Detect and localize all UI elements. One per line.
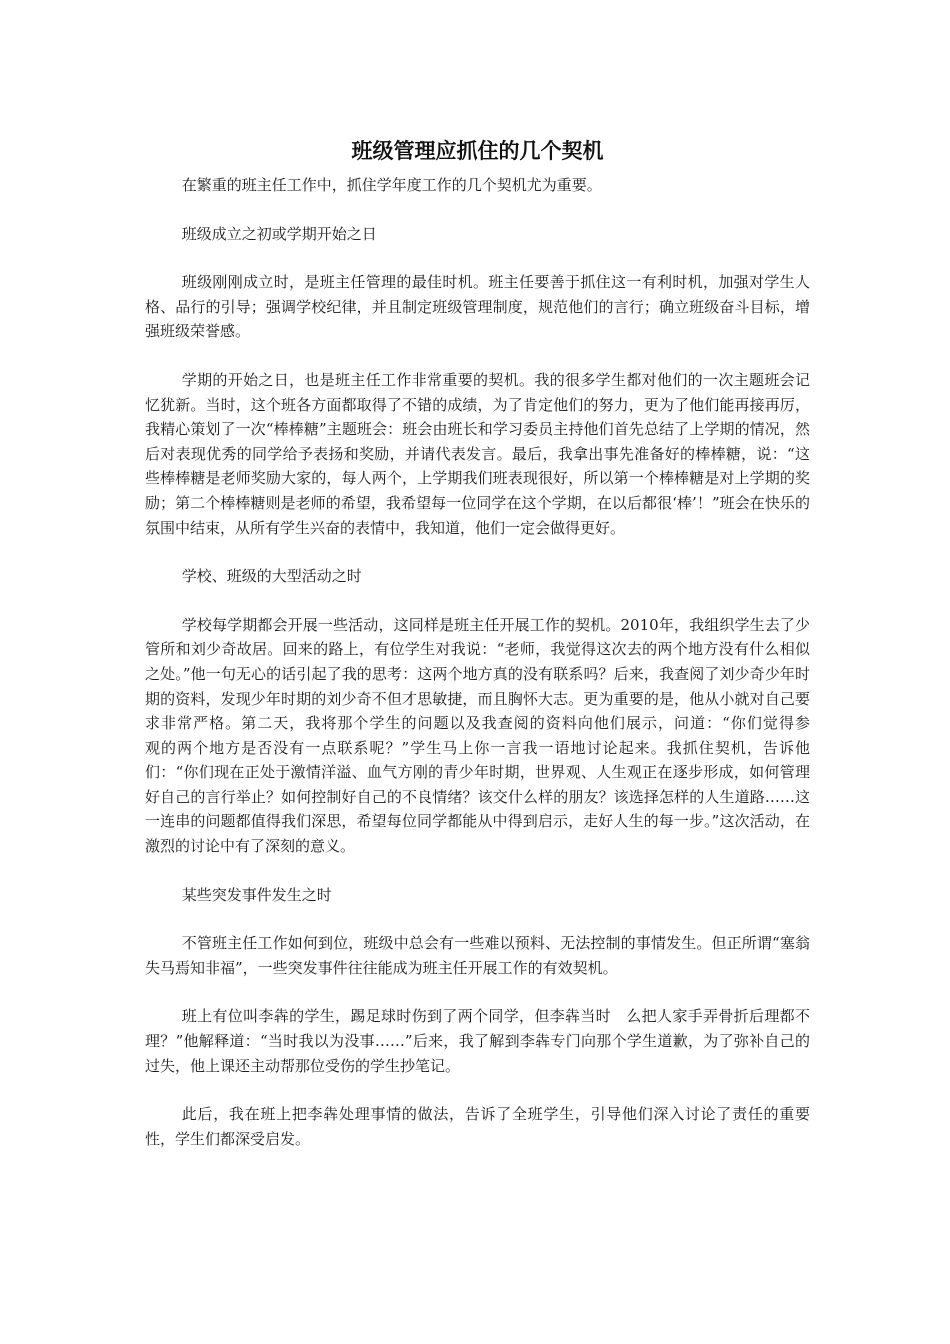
intro-paragraph: 在繁重的班主任工作中，抓住学年度工作的几个契机尤为重要。 [181,176,602,194]
paragraph-gap [145,980,810,1004]
section-heading-class-start: 班级成立之初或学期开始之日 [181,224,377,243]
body-paragraph: 班级刚刚成立时，是班主任管理的最佳时机。班主任要善于抓住这一有利时机，加强对学生人格、品行的引导；强调学校纪律，并且制定班级管理制度，规范他们的言行；确立班级奋斗目标，增强班级荣誉感。 [145,273,810,341]
paragraph-gap [145,540,810,564]
body-paragraph: 学校每学期都会开展一些活动，这同样是班主任开展工作的契机。2010年，我组织学生去了少管所和刘少奇故居。回来的路上，有位学生对我说：“老师，我觉得这次去的两个地方没有什么相似之处。”他一句无心的话引起了我的思考：这两个地方真的没有联系吗？后来，我查阅了刘少奇少年时期的资料，发现少年时期的刘少奇不但才思敏捷，而且胸怀大志。更为重要的是，他从小就对自己要求非常严格。第二天，我将那个学生的问题以及我查阅的资料向他们展示，问道：“你们觉得参 观的两个地方是否没有一点联系呢？”学生马上你一言我一语地讨论起来。我抓住契机，告诉他们：“你们现在正处于激情洋溢、血气方刚的青少年时期，世界观、人生观正在逐步形成，如何管理好自己的言行举止？如何控制好自己的不良情绪？该交什么样的朋友？该选择怎样的人生道路……这一连串的问题都值得我们深思，希望每位同学都能从中得到启示，走好人生的每一步。”这次活动，在激烈的讨论中有了深刻的意义。 [145,615,841,856]
body-paragraph: 不管班主任工作如何到位，班级中总会有一些难以预料、无法控制的事情发生。但正所谓“塞翁失马焉知非福”，一些突发事件往往能成为班主任开展工作的有效契机。 [145,934,810,977]
section-heading-emergencies: 某些突发事件发生之时 [181,885,332,904]
document-page [145,135,841,1151]
body-paragraph: 此后，我在班上把李犇处理事情的做法，告诉了全班学生，引导他们深入讨论了责任的重要性，学生们都深受启发。 [145,1105,810,1148]
paragraph-gap [145,344,810,368]
paragraph-gap [145,1078,810,1102]
paragraph-gap [145,859,810,883]
section-heading-activities: 学校、班级的大型活动之时 [181,567,362,586]
paragraph-gap [145,198,810,222]
document-title: 班级管理应抓住的几个契机 [351,139,604,163]
paragraph-gap [145,246,810,270]
body-paragraph: 班上有位叫李犇的学生，踢足球时伤到了两个同学，但李犇当时 么把人家手弄骨折后理都不理？”他解释道：“当时我以为没事……”后来，我了解到李犇专门向那个学生道歉，为了弥补自己的过失，他上课还主动帮那位受伤的学生抄笔记。 [145,1007,810,1075]
body-paragraph: 学期的开始之日，也是班主任工作非常重要的契机。我的很多学生都对他们的一次主题班会记忆犹新。当时，这个班各方面都取得了不错的成绩，为了肯定他们的努力，更为了他们能再接再厉，我精心策划了一次“棒棒糖”主题班会：班会由班长和学习委员主持他们首先总结了上学期的情况，然后对表现优秀的同学给予表扬和奖励，并请代表发言。最后，我拿出事先准备好的棒棒糖，说：“这些棒棒糖是老师奖励大家的，每人两个，上学期我们班表现很好，所以第一个棒棒糖是对上学期的奖励；第二个棒棒糖则是老师的希望，我希望每一位同学在这个学期，在以后都很‘棒’！”班会在快乐的氛围中结束，从所有学生兴奋的表情中，我知道，他们一定会做得更好。 [145,370,810,537]
paragraph-gap [145,907,810,931]
paragraph-gap [145,589,810,613]
